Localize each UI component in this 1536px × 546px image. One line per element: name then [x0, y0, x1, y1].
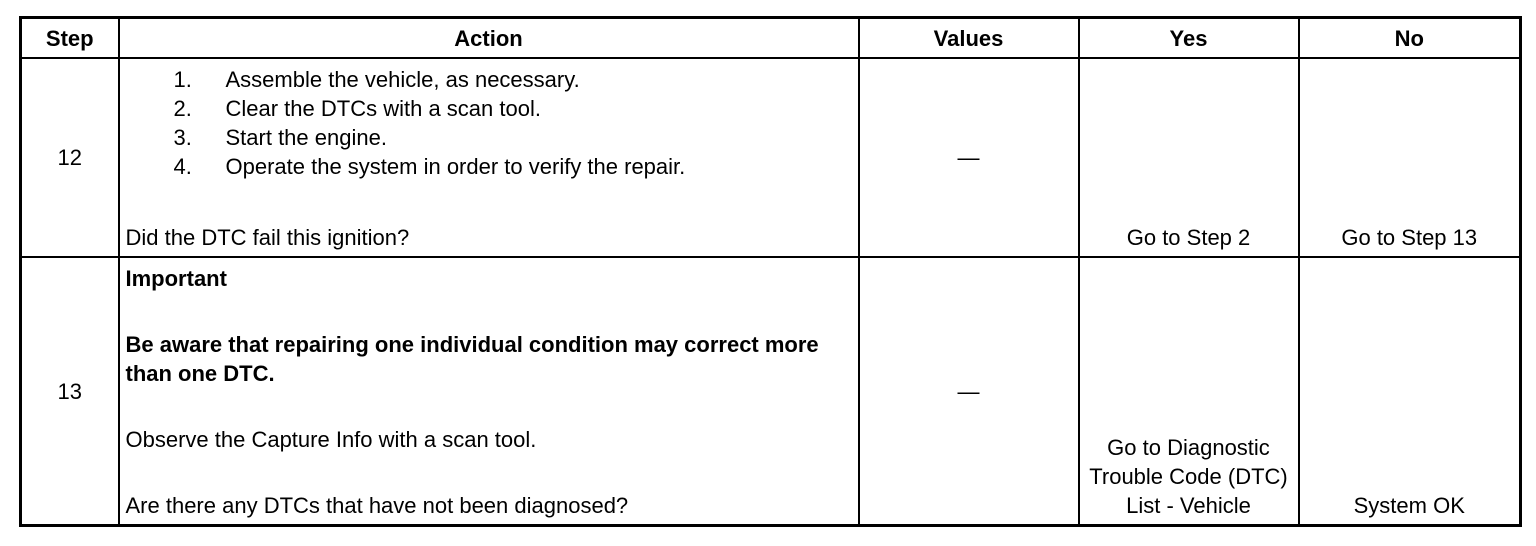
action-step [174, 152, 852, 181]
action-cell [119, 257, 859, 525]
action-step-text: Operate the system in order to verify the repair. [225, 154, 686, 179]
values-cell: — [859, 257, 1079, 525]
action-cell [119, 58, 859, 257]
action-step-text: Assemble the vehicle, as necessary. [225, 67, 580, 92]
action-step-list [126, 65, 852, 181]
yes-result: Go to Diagnostic Trouble Code (DTC) List - Vehicle [1079, 257, 1299, 525]
step-number: 12 [21, 58, 119, 257]
action-question: Did the DTC fail this ignition? [125, 225, 410, 251]
no-result: Go to Step 13 [1299, 58, 1521, 257]
action-step-number: 4. [173, 154, 192, 179]
header-values: Values [859, 18, 1079, 59]
action-step-text: Start the engine. [225, 125, 387, 150]
action-step-number: 3. [173, 125, 192, 150]
action-step-number: 1. [173, 67, 192, 92]
yes-result: Go to Step 2 [1079, 58, 1299, 257]
action-step [174, 123, 852, 152]
action-step-number: 2. [173, 96, 192, 121]
action-question: Are there any DTCs that have not been diagnosed? [125, 492, 629, 518]
action-step [174, 94, 852, 123]
table-header-row [21, 18, 1521, 59]
header-step: Step [21, 18, 119, 59]
step-number: 13 [21, 257, 119, 525]
header-action: Action [119, 18, 859, 59]
values-cell: — [859, 58, 1079, 257]
important-text: Be aware that repairing one individual condition may correct more than one DTC. [125, 332, 819, 387]
action-instruction: Observe the Capture Info with a scan tool. [125, 427, 537, 453]
action-step-text: Clear the DTCs with a scan tool. [225, 96, 541, 121]
no-result: System OK [1299, 257, 1521, 525]
diagnostic-table [19, 16, 1522, 527]
table-row [21, 257, 1521, 525]
important-label: Important [125, 266, 227, 292]
table-row [21, 58, 1521, 257]
action-step [174, 65, 852, 94]
header-yes: Yes [1079, 18, 1299, 59]
header-no: No [1299, 18, 1521, 59]
